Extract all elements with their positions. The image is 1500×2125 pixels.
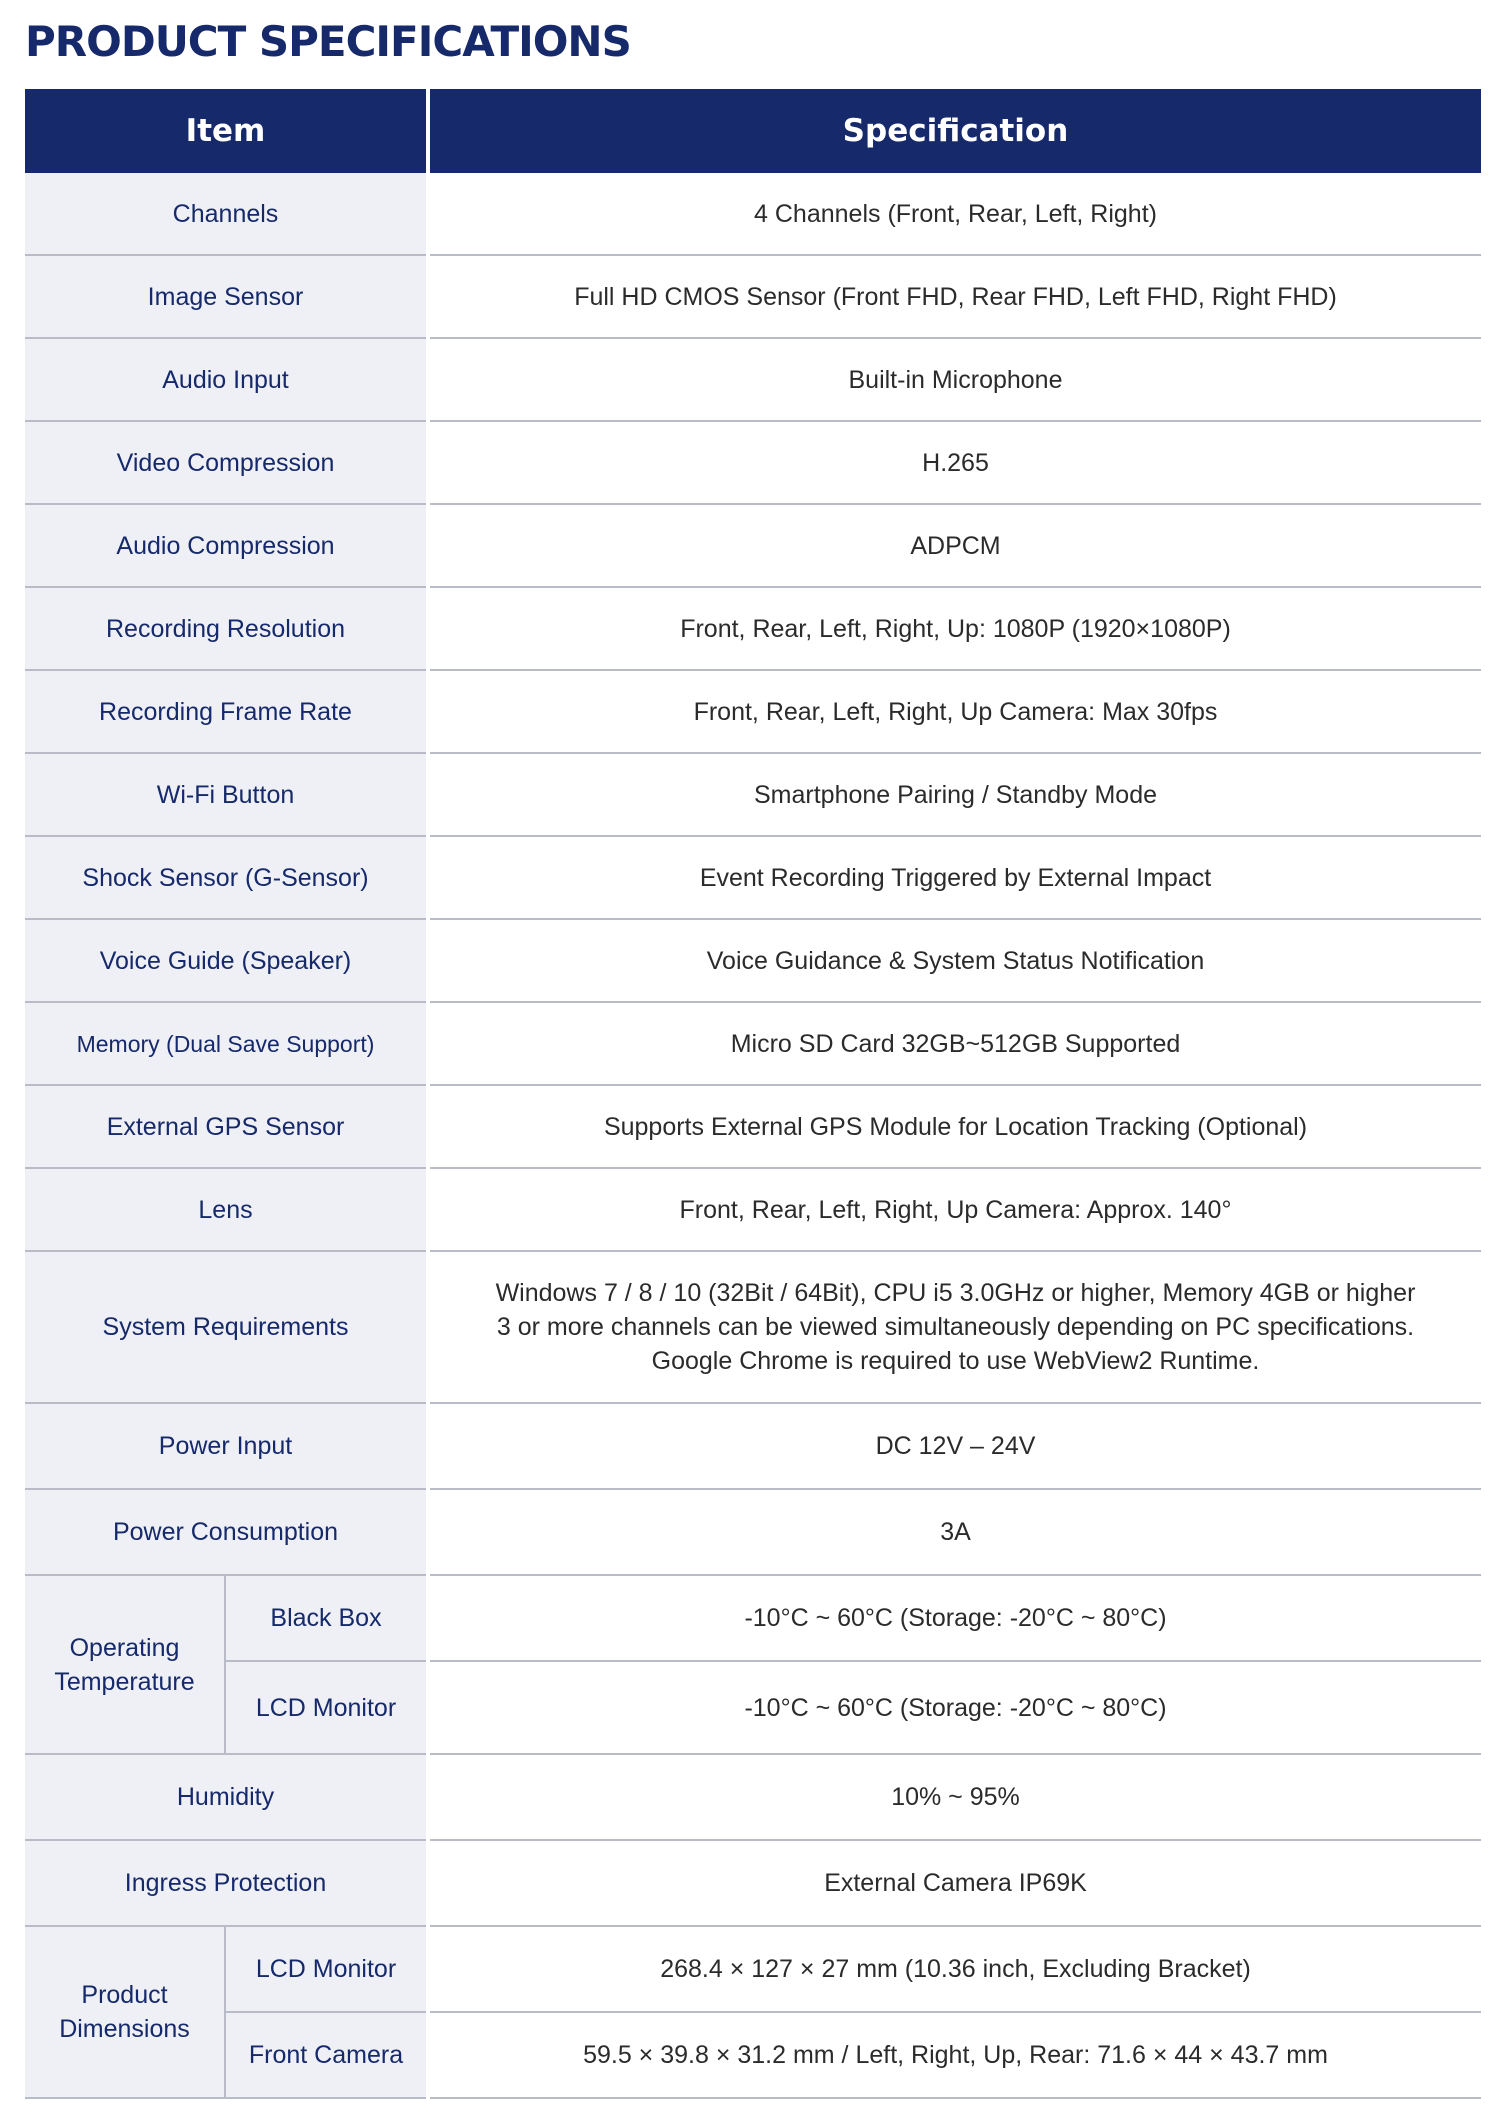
sub-row-label: Front Camera [225,2012,428,2098]
column-header-specification: Specification [428,89,1481,173]
group-label-operating-temperature [25,1575,225,1754]
table-row [25,753,1481,836]
table-row [25,255,1481,338]
table-row [25,1661,1481,1754]
spec-table [25,89,1481,2099]
row-value: ADPCM [428,504,1481,587]
table-row [25,1085,1481,1168]
row-label: Recording Resolution [25,587,428,670]
row-label: Lens [25,1168,428,1251]
row-label: Voice Guide (Speaker) [25,919,428,1002]
table-row [25,1489,1481,1575]
row-value: 59.5 × 39.8 × 31.2 mm / Left, Right, Up, Rear: 71.6 × 44 × 43.7 mm [428,2012,1481,2098]
row-value: Front, Rear, Left, Right, Up Camera: Max 30fps [428,670,1481,753]
group-label-line: Dimensions [59,2015,190,2043]
row-label: Audio Input [25,338,428,421]
row-value: External Camera IP69K [428,1840,1481,1926]
row-value: Front, Rear, Left, Right, Up Camera: Approx. 140° [428,1168,1481,1251]
row-value: H.265 [428,421,1481,504]
row-label: System Requirements [25,1251,428,1403]
row-value: Micro SD Card 32GB~512GB Supported [428,1002,1481,1085]
row-label: Ingress Protection [25,1840,428,1926]
row-label: Channels [25,173,428,255]
row-label: Image Sensor [25,255,428,338]
table-row [25,173,1481,255]
row-label: Memory (Dual Save Support) [25,1002,428,1085]
table-row [25,1251,1481,1403]
row-value: 10% ~ 95% [428,1754,1481,1840]
row-value: 268.4 × 127 × 27 mm (10.36 inch, Excluding Bracket) [428,1926,1481,2012]
table-row [25,836,1481,919]
sub-row-label: LCD Monitor [225,1661,428,1754]
row-value: Voice Guidance & System Status Notification [428,919,1481,1002]
row-value-line: 3 or more channels can be viewed simultaneously depending on PC specifications. [496,1313,1415,1341]
column-header-item: Item [25,89,428,173]
table-row [25,670,1481,753]
table-row [25,1575,1481,1661]
row-value: -10°C ~ 60°C (Storage: -20°C ~ 80°C) [428,1575,1481,1661]
row-value: Front, Rear, Left, Right, Up: 1080P (1920×1080P) [428,587,1481,670]
table-row [25,2012,1481,2098]
row-label: Shock Sensor (G-Sensor) [25,836,428,919]
table-row [25,1754,1481,1840]
table-row [25,1168,1481,1251]
row-value: Built-in Microphone [428,338,1481,421]
group-label-line: Operating [69,1633,180,1662]
row-value-line: Google Chrome is required to use WebView2 Runtime. [651,1347,1260,1375]
table-row [25,421,1481,504]
table-row [25,1002,1481,1085]
row-label: Recording Frame Rate [25,670,428,753]
row-label: Power Input [25,1403,428,1489]
row-label: Power Consumption [25,1489,428,1575]
table-header-row [25,89,1481,173]
row-label: Humidity [25,1754,428,1840]
row-value: 3A [428,1489,1481,1575]
table-row [25,1403,1481,1489]
row-value: Full HD CMOS Sensor (Front FHD, Rear FHD, Left FHD, Right FHD) [428,255,1481,338]
group-label-line: Product [81,1981,168,2009]
table-row [25,504,1481,587]
table-row [25,1840,1481,1926]
row-value [428,1251,1481,1403]
table-row [25,919,1481,1002]
row-label: Wi-Fi Button [25,753,428,836]
table-row [25,338,1481,421]
row-value: -10°C ~ 60°C (Storage: -20°C ~ 80°C) [428,1661,1481,1754]
row-label: Video Compression [25,421,428,504]
page-title: PRODUCT SPECIFICATIONS [25,17,631,66]
table-row [25,1926,1481,2012]
row-label: Audio Compression [25,504,428,587]
row-value: 4 Channels (Front, Rear, Left, Right) [428,173,1481,255]
row-label: External GPS Sensor [25,1085,428,1168]
row-value: Smartphone Pairing / Standby Mode [428,753,1481,836]
row-value: Supports External GPS Module for Location Tracking (Optional) [428,1085,1481,1168]
row-value-line: Windows 7 / 8 / 10 (32Bit / 64Bit), CPU i5 3.0GHz or higher, Memory 4GB or higher [495,1279,1416,1307]
row-value: Event Recording Triggered by External Impact [428,836,1481,919]
sub-row-label: Black Box [225,1575,428,1661]
group-label-product-dimensions [25,1926,225,2098]
table-row [25,587,1481,670]
group-label-line: Temperature [54,1667,195,1696]
sub-row-label: LCD Monitor [225,1926,428,2012]
row-value: DC 12V – 24V [428,1403,1481,1489]
